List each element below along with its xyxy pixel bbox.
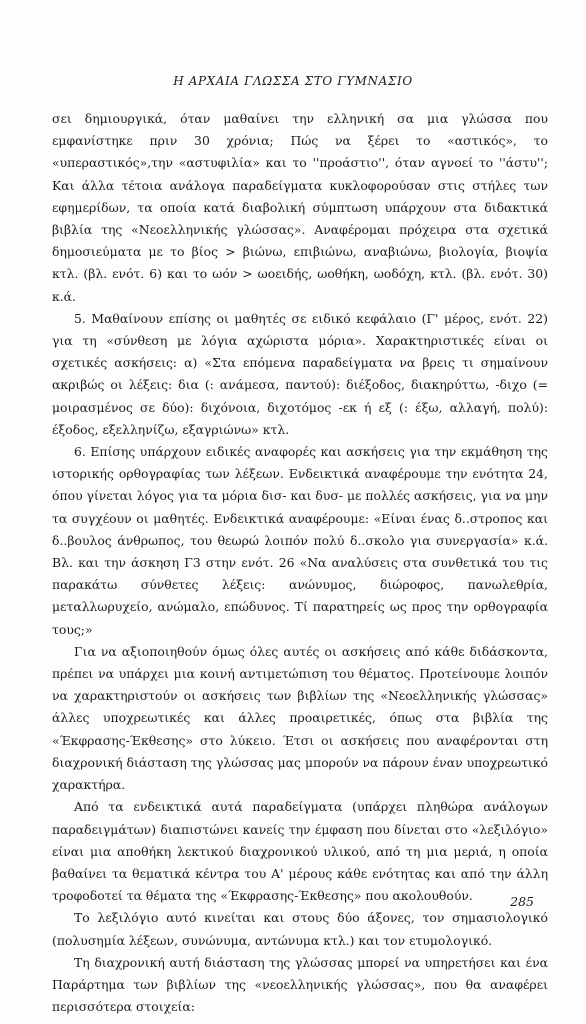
- paragraph: Τη διαχρονική αυτή διάσταση της γλώσσας μπορεί να υπηρετήσει και ένα Παράρτημα των βιβλίων της «νεοελληνικής γλώσσας», που θα αναφέρει περισσότερα στοιχεία:: [52, 954, 548, 1015]
- page-number: 285: [510, 894, 534, 909]
- paragraph: 6. Επίσης υπάρχουν ειδικές αναφορές και ασκήσεις για την εκμάθηση της ιστορικής ορθογραφίας των λέξεων. Ενδεικτικά αναφέρουμε την ενότητα 24, όπου γίνεται λόγος για τα μόρια δισ- και δυσ- με πολλές ασκήσεις, για να μην τα συγχέουν οι μαθητές. Ενδεικτικά αναφέρουμε: «Είναι ένας δ..στροπος και δ..βουλος άνθρωπος, του θεωρώ λοιπόν πολύ δ..σκολο για συνεργασία» κ.ά. Βλ. και την άσκηση Γ3 στην ενότ. 26 «Να αναλύσεις στα συνθετικά του τις παρακάτω σύνθετες λέξεις: ανώνυμος, διώροφος, πανωλεθρία, μεταλλωρυχείο, ανώμαλο, επώδυνος. Τί παρατηρείς ως προς την ορθογραφία τους;»: [52, 444, 548, 637]
- paragraph: Από τα ενδεικτικά αυτά παραδείγματα (υπάρχει πληθώρα ανάλογων παραδειγμάτων) διαπιστώνει κανείς την έμφαση που δίνεται στο «λεξιλόγιο» είναι μια αποθήκη λεκτικού διαχρονικού υλικού, από τη μια μεριά, η οποία βαθαίνει τα θεματικά κέντρα του Α' μέρους κάθε ενότητας και από την άλλη τροφοδοτεί τα θέματα της «Έκφρασης-Έκθεσης» που ακολουθούν.: [52, 799, 548, 904]
- paragraph: Το λεξιλόγιο αυτό κινείται και στους δύο άξονες, τον σημασιολογικό (πολυσημία λέξεων, συνώνυμα, αντώνυμα κτλ.) και τον ετυμολογικό.: [52, 910, 548, 948]
- paragraph: Για να αξιοποιηθούν όμως όλες αυτές οι ασκήσεις από κάθε διδάσκοντα, πρέπει να υπάρχει μια κοινή αντιμετώπιση του θέματος. Προτείνουμε λοιπόν να χαρακτηριστούν οι ασκήσεις των βιβλίων της «Νεοελληνικής γλώσσας» άλλες υποχρεωτικές και άλλες προαιρετικές, όπως στα βιβλία της «Έκφρασης-Έκθεσης» στο λύκειο. Έτσι οι ασκήσεις που αναφέρονται στη διαχρονική διάσταση της γλώσσας μας μπορούν να πάρουν έναν υποχρεωτικό χαρακτήρα.: [52, 643, 548, 793]
- paragraph: 5. Μαθαίνουν επίσης οι μαθητές σε ειδικό κεφάλαιο (Γ' μέρος, ενότ. 22) για τη «σύνθεση με λόγια αχώριστα μόρια». Χαρακτηριστικές είναι οι σχετικές ασκήσεις: α) «Στα επόμενα παραδείγματα να βρεις τι σημαίνουν ακριβώς οι λέξεις: δια (: ανάμεσα, παντού): διέξοδος, διακηρύττω, -διχο (= μοιρασμένος σε δύο): διχόνοια, διχοτόμος -εκ ή εξ (: έξω, αλλαγή, πολύ): έξοδος, εξελληνίζω, εξαγριώνω» κτλ.: [52, 310, 548, 437]
- running-head: Η ΑΡΧΑΙΑ ΓΛΩΣΣΑ ΣΤΟ ΓΥΜΝΑΣΙΟ: [173, 74, 413, 88]
- paragraph: σει δημιουργικά, όταν μαθαίνει την ελληνική σα μια γλώσσα που εμφανίστηκε πριν 30 χρόνια; Πώς να ξέρει το «αστικός», το «υπεραστικός»,την «αστυφιλία» και το ''προάστιο'', όταν αγνοεί το ''άστυ''; Και άλλα τέτοια ανάλογα παραδείγματα κυκλοφορούσαν στις στήλες των εφημερίδων, τα οποία κατά διαβολική σύμπτωση υπάρχουν στα διδακτικά βιβλία της «Νεοελληνικής γλώσσας». Αναφέρομαι πρόχειρα στα σχετικά δημοσιεύματα με το βίος > βιώνω, επιβιώνω, αναβιώνω, βιολογία, βιοψία κτλ. (βλ. ενότ. 6) και το ωόν > ωοειδής, ωοθήκη, ωοδόχη, κτλ. (βλ. ενότ. 30) κ.ά.: [52, 111, 548, 304]
- body-text: [52, 108, 548, 1018]
